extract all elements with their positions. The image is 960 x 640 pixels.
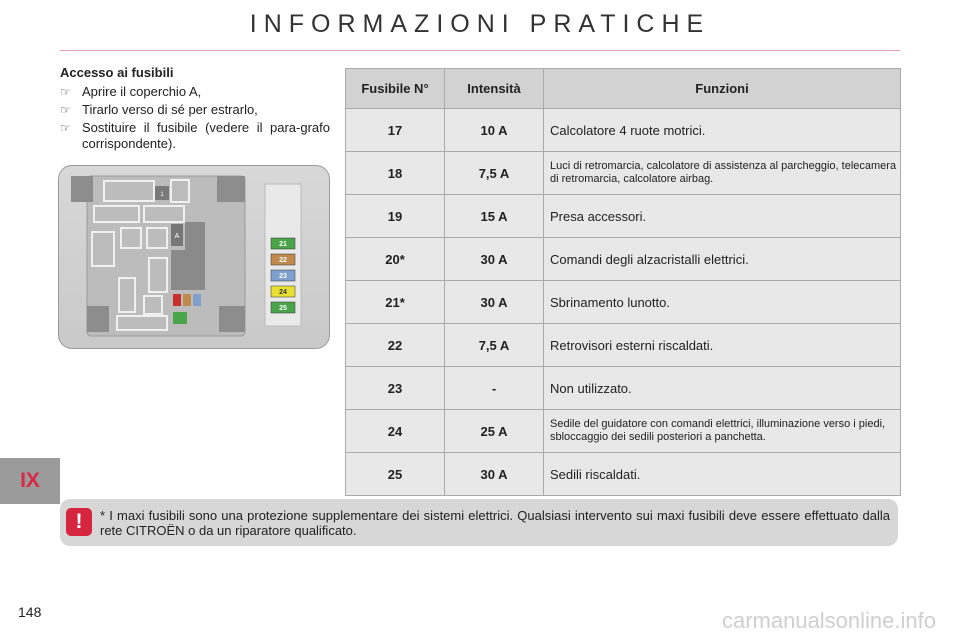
green-fuse [173,312,187,324]
fuse-number: 21* [346,281,445,324]
mount-bracket [87,306,109,332]
mount-bracket [71,176,93,202]
fuse-function: Sedile del guidatore con comandi elettrici, illuminazione verso i piedi, sbloccaggio dei sedili posteriori a panchetta. [544,410,901,453]
fuse-table [345,68,901,496]
fuse-number: 18 [346,152,445,195]
fuse-intensity: 30 A [445,238,544,281]
table-row [346,109,901,152]
table-row [346,281,901,324]
warning-text: * I maxi fusibili sono una protezione supplementare dei sistemi elettrici. Qualsiasi intervento sui maxi fusibili deve essere effettuato dalla rete CITROËN o da un riparatore qualificato. [100,508,890,538]
pointing-hand-icon: ☞ [60,121,71,135]
fuse-block [171,250,205,290]
page-number: 148 [18,604,42,620]
step-text: Sostituire il fusibile (vedere il para-grafo corrispondente). [82,120,330,151]
fuse-number: 25 [346,453,445,496]
section-heading: Accesso ai fusibili [60,65,174,80]
fuse-intensity: 10 A [445,109,544,152]
mount-bracket [219,306,245,332]
fuse-intensity: 25 A [445,410,544,453]
fuse-intensity: 30 A [445,453,544,496]
fuse-function: Comandi degli alzacristalli elettrici. [544,238,901,281]
column-header-fuse-number: Fusibile N° [346,69,445,109]
table-header-row [346,69,901,109]
list-item [60,102,330,118]
fuse-number: 24 [346,410,445,453]
fuse-number: 23 [346,367,445,410]
fuse-function: Sedili riscaldati. [544,453,901,496]
chapter-tab: IX [0,458,60,504]
column-header-intensity: Intensità [445,69,544,109]
fuse-label-1: 1 [160,192,164,198]
fuse-box-diagram [58,165,330,349]
table-row [346,324,901,367]
page-title: INFORMAZIONI PRATICHE [249,10,711,38]
fuse-intensity: - [445,367,544,410]
step-text: Aprire il coperchio A, [82,84,202,99]
fuse-box-illustration [59,166,329,348]
fuse-label-23: 23 [279,273,287,280]
fuse-number: 19 [346,195,445,238]
fuse-intensity: 15 A [445,195,544,238]
fuse-function: Sbrinamento lunotto. [544,281,901,324]
table-row [346,410,901,453]
warning-note [60,499,898,546]
pointing-hand-icon: ☞ [60,103,71,117]
title-divider [60,50,900,51]
table-row [346,453,901,496]
fuse-intensity: 7,5 A [445,324,544,367]
fuse-intensity: 30 A [445,281,544,324]
fuse-label-22: 22 [279,257,287,264]
watermark: carmanualsonline.info [721,608,936,633]
fuse-label-24: 24 [279,289,287,296]
fuse-label-21: 21 [279,241,287,248]
fuse-number: 20* [346,238,445,281]
fuse-label-25: 25 [279,305,287,312]
pointing-hand-icon: ☞ [60,85,71,99]
red-fuse [173,294,181,306]
step-text: Tirarlo verso di sé per estrarlo, [82,102,258,117]
table-row [346,152,901,195]
brown-fuse [183,294,191,306]
warning-icon: ! [66,508,92,536]
table-row [346,195,901,238]
fuse-function: Luci di retromarcia, calcolatore di assistenza al parcheggio, telecamera di retromarcia, calcolatore airbag. [544,152,901,195]
column-header-functions: Funzioni [544,69,901,109]
fuse-function: Calcolatore 4 ruote motrici. [544,109,901,152]
fuse-function: Non utilizzato. [544,367,901,410]
table-row [346,367,901,410]
fuse-intensity: 7,5 A [445,152,544,195]
table-row [346,238,901,281]
fuse-function: Presa accessori. [544,195,901,238]
fuse-label-A: A [174,233,180,240]
blue-fuse [193,294,201,306]
list-item [60,120,330,152]
fuse-access-section [60,65,330,154]
fuse-number: 17 [346,109,445,152]
list-item [60,84,330,100]
fuse-function: Retrovisori esterni riscaldati. [544,324,901,367]
mount-bracket [217,176,245,202]
fuse-number: 22 [346,324,445,367]
